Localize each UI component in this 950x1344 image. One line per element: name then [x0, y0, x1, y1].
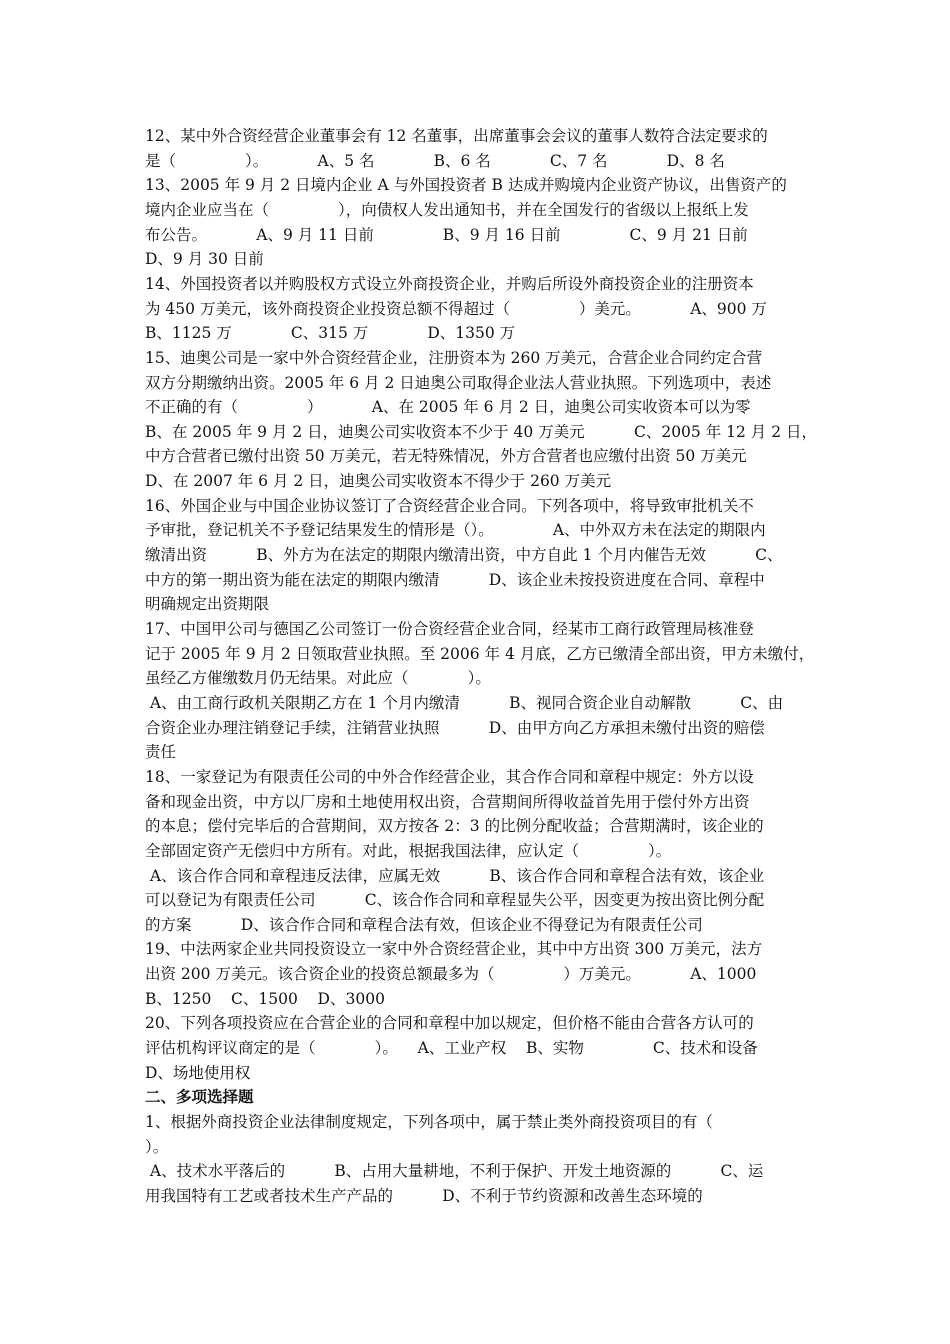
text-line: 布公告。 A、9 月 11 日前 B、9 月 16 日前 C、9 月 21 日前	[145, 225, 748, 244]
text-line: 17、中国甲公司与德国乙公司签订一份合资经营企业合同，经某市工商行政管理局核准登	[145, 620, 754, 638]
text-line: 中方合营者已缴付出资 50 万美元，若无特殊情况，外方合营者也应缴付出资 50 万美元	[145, 447, 747, 466]
text-line: 的方案 D、该合作合同和章程合法有效，但该企业不得登记为有限责任公司	[145, 915, 703, 934]
text-line: 予审批，登记机关不予登记结果发生的情形是（）。 A、中外双方未在法定的期限内	[145, 521, 766, 540]
text-line: 13、2005 年 9 月 2 日境内企业 A 与外国投资者 B 达成并购境内企业资产协议，出售资产的	[145, 176, 787, 195]
text-line: 是（ ）。 A、5 名 B、6 名 C、7 名 D、8 名	[145, 151, 725, 170]
text-line: 中方的第一期出资为能在法定的期限内缴清 D、该企业未按投资进度在合同、章程中	[145, 570, 765, 589]
text-line: A、技术水平落后的 B、占用大量耕地，不利于保护、开发土地资源的 C、运	[145, 1162, 764, 1181]
text-line: 用我国特有工艺或者技术生产产品的 D、不利于节约资源和改善生态环境的	[145, 1187, 703, 1205]
text-line: 12、某中外合资经营企业董事会有 12 名董事，出席董事会会议的董事人数符合法定要求的	[145, 127, 768, 145]
text-line: 合资企业办理注销登记手续，注销营业执照 D、由甲方向乙方承担未缴付出资的赔偿	[145, 718, 765, 737]
text-line: 的本息；偿付完毕后的合营期间，双方按各 2：3 的比例分配收益；合营期满时，该企业的	[145, 817, 764, 836]
text-line: D、9 月 30 日前	[145, 250, 264, 269]
text-line: 20、下列各项投资应在合营企业的合同和章程中加以规定，但价格不能由合营各方认可的	[145, 1014, 754, 1033]
text-line: 境内企业应当在（ ），向债权人发出通知书，并在全国发行的省级以上报纸上发	[145, 200, 749, 219]
text-line: 备和现金出资，中方以厂房和土地使用权出资，合营期间所得收益首先用于偿付外方出资	[145, 792, 750, 811]
text-line: 15、迪奥公司是一家中外合资经营企业，注册资本为 260 万美元，合营企业合同约定合营	[145, 348, 763, 367]
text-line: B、1250 C、1500 D、3000	[145, 989, 385, 1008]
text-line: 全部固定资产无偿归中方所有。对此，根据我国法律，应认定（ ）。	[145, 841, 672, 860]
text-line: 可以登记为有限责任公司 C、该合作合同和章程显失公平，因变更为按出资比例分配	[145, 891, 765, 910]
text-line: 19、中法两家企业共同投资设立一家中外合资经营企业，其中中方出资 300 万美元，法方	[145, 940, 763, 959]
text-line: ）。	[145, 1137, 169, 1156]
text-line: D、场地使用权	[145, 1063, 251, 1082]
text-line: 虽经乙方催缴数月仍无结果。对此应（ ）。	[145, 669, 491, 688]
section-heading: 二、多项选择题	[145, 1087, 254, 1107]
text-line: 记于 2005 年 9 月 2 日领取营业执照。至 2006 年 4 月底，乙方已缴清全部出资，甲方未缴付，	[145, 644, 815, 663]
text-line: 缴清出资 B、外方为在法定的期限内缴清出资，中方自此 1 个月内催告无效 C、	[145, 546, 783, 564]
text-line: D、在 2007 年 6 月 2 日，迪奥公司实收资本不得少于 260 万美元	[145, 472, 612, 491]
text-line: A、该合作合同和章程违反法律，应属无效 B、该合作合同和章程合法有效，该企业	[145, 866, 765, 885]
text-line: 18、一家登记为有限责任公司的中外合作经营企业，其合作合同和章程中规定：外方以设	[145, 767, 754, 786]
text-line: 16、外国企业与中国企业协议签订了合资经营企业合同。下列各项中，将导致审批机关不	[145, 496, 754, 515]
text-line: A、由工商行政机关限期乙方在 1 个月内缴清 B、视同合资企业自动解散 C、由	[145, 693, 784, 712]
text-line: B、在 2005 年 9 月 2 日，迪奥公司实收资本不少于 40 万美元 C、2005 年 12 月 2 日，	[145, 422, 817, 441]
text-line: 不正确的有（ ） A、在 2005 年 6 月 2 日，迪奥公司实收资本可以为零	[145, 398, 751, 417]
text-line: 明确规定出资期限	[145, 595, 270, 614]
text-line: 14、外国投资者以并购股权方式设立外商投资企业，并购后所设外商投资企业的注册资本	[145, 274, 754, 293]
text-line: B、1125 万 C、315 万 D、1350 万	[145, 324, 516, 343]
text-line: 责任	[145, 743, 177, 762]
text-line: 为 450 万美元，该外商投资企业投资总额不得超过（ ）美元。 A、900 万	[145, 299, 767, 318]
text-line: 双方分期缴纳出资。2005 年 6 月 2 日迪奥公司取得企业法人营业执照。下列选项中，表述	[145, 373, 772, 392]
text-line: 1、根据外商投资企业法律制度规定，下列各项中，属于禁止类外商投资项目的有（	[145, 1113, 713, 1131]
text-line: 评估机构评议商定的是（ ）。 A、工业产权 B、实物 C、技术和设备	[145, 1039, 758, 1057]
text-line: 出资 200 万美元。该合资企业的投资总额最多为（ ）万美元。 A、1000	[145, 965, 757, 984]
